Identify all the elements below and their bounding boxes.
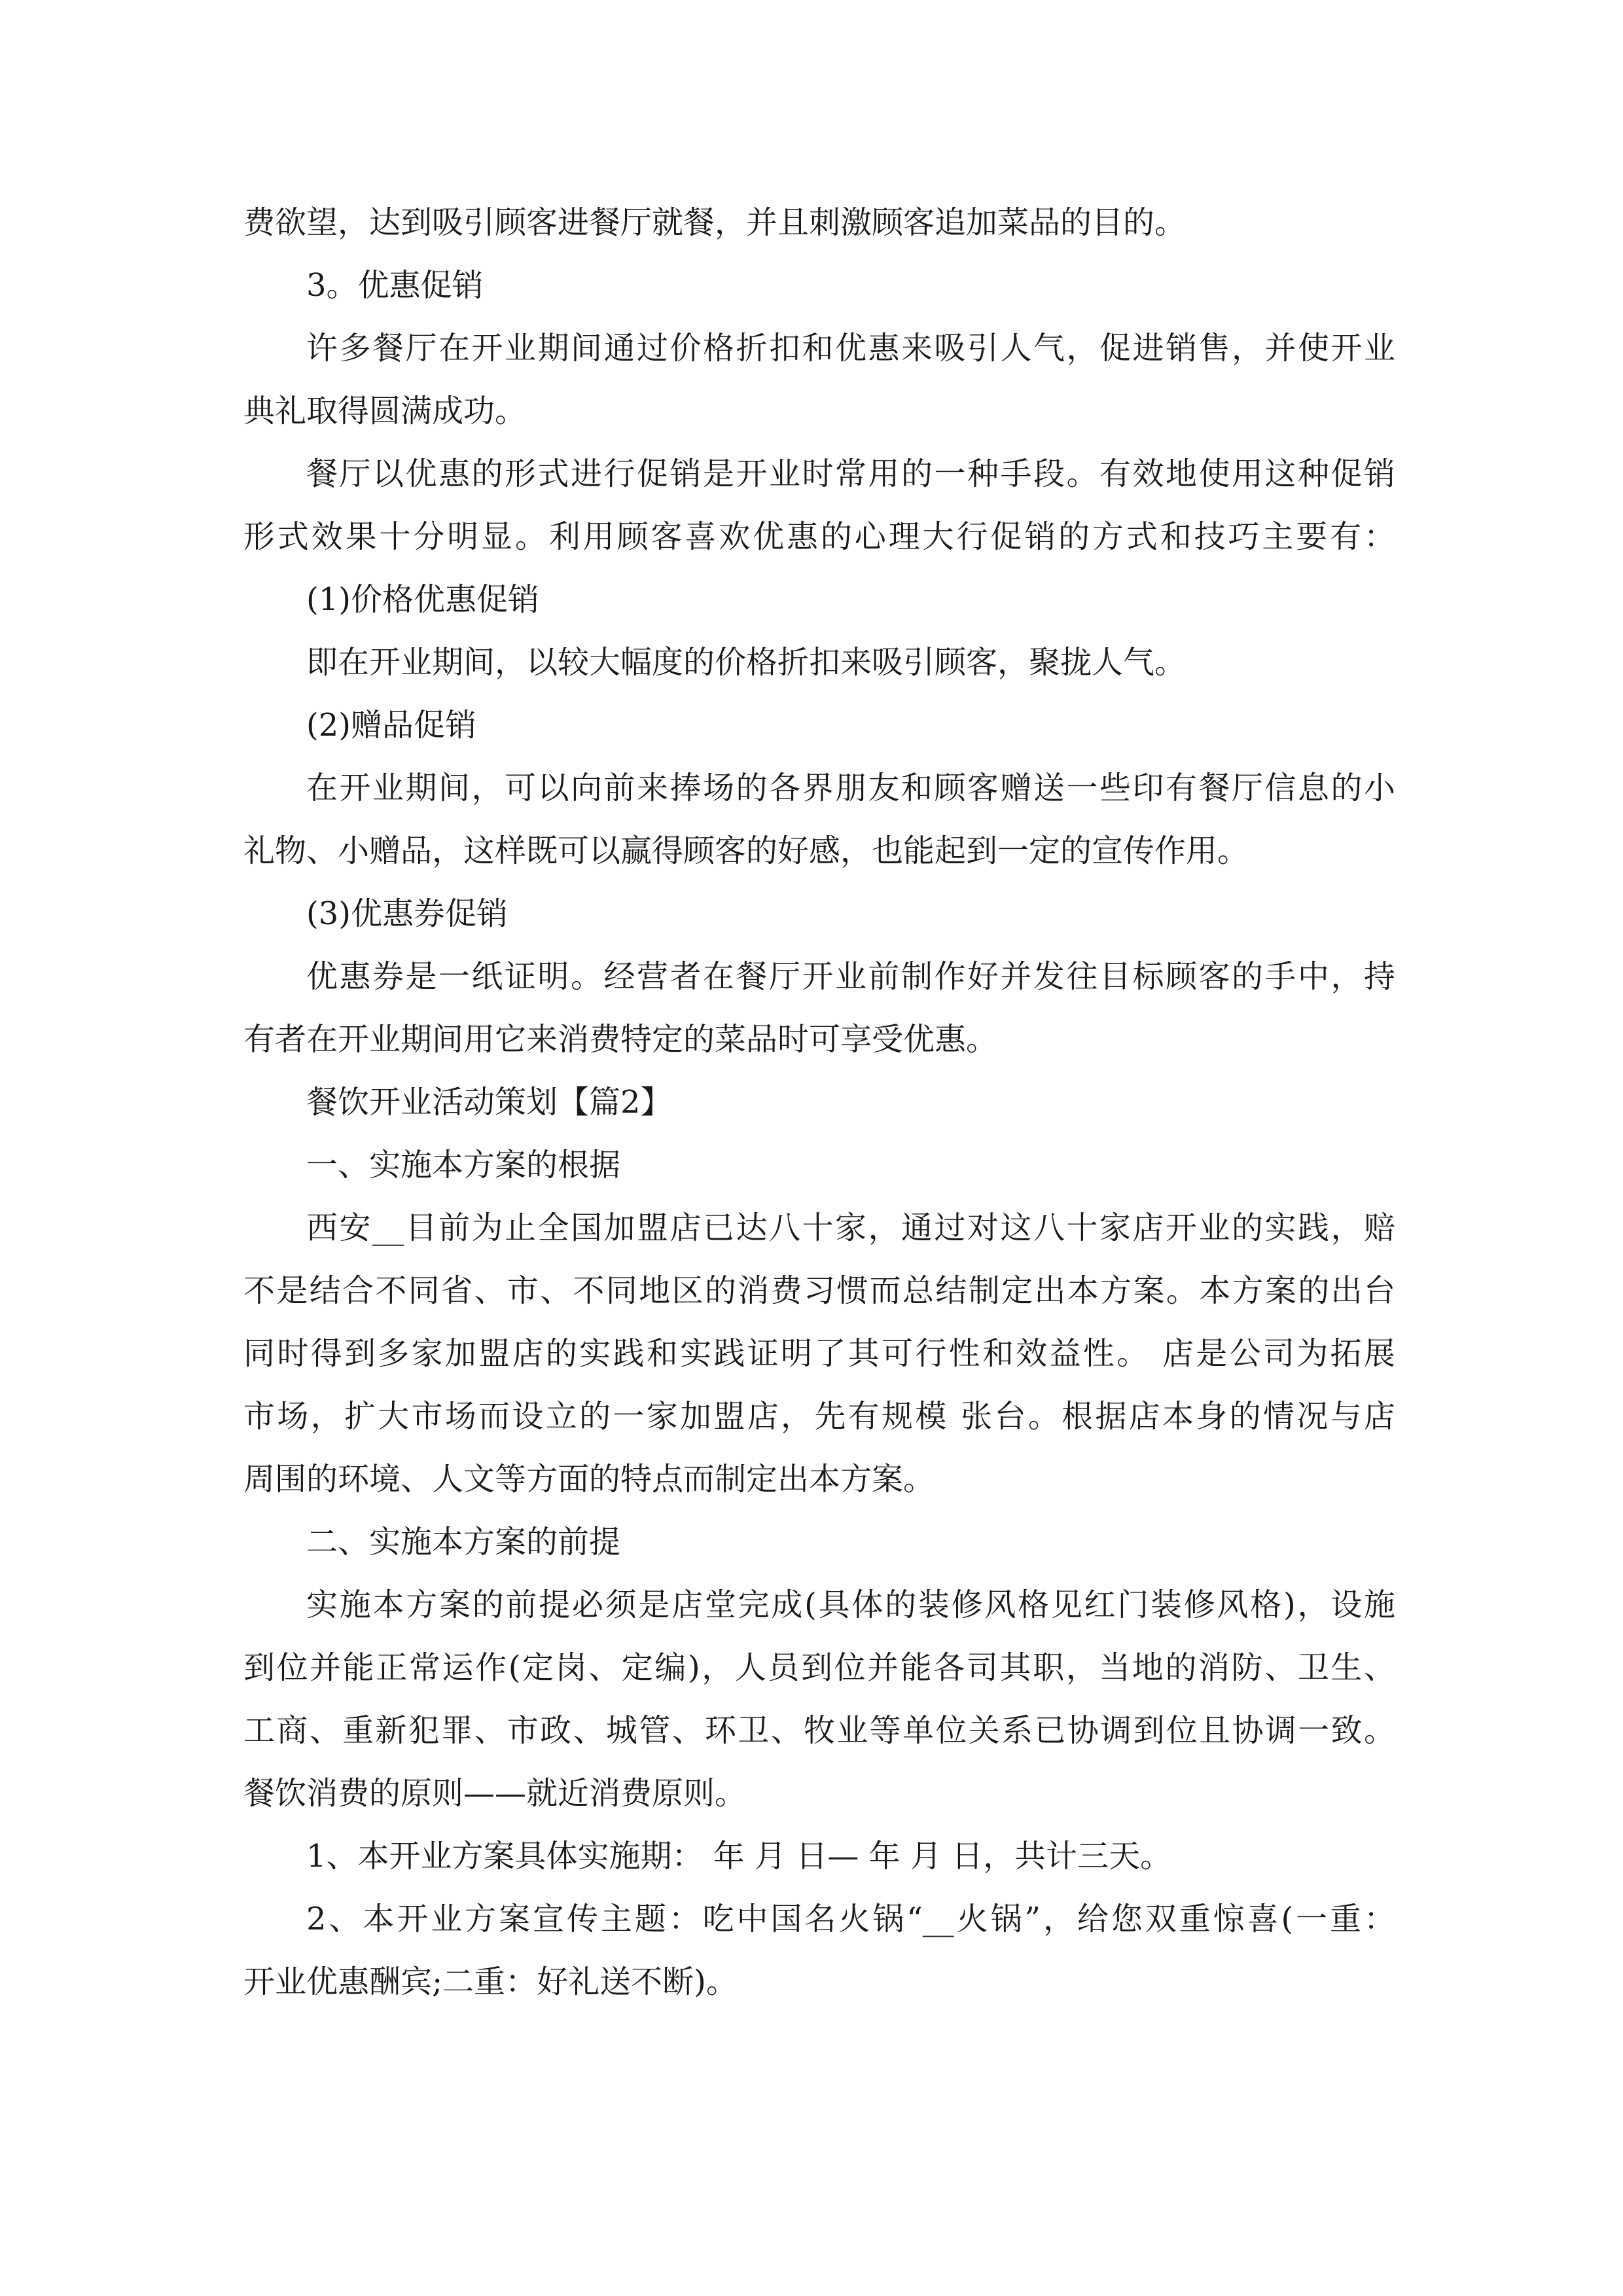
text-line: 即在开业期间，以较大幅度的价格折扣来吸引顾客，聚拢人气。 bbox=[306, 644, 1186, 681]
text-line: (2)赠品促销 bbox=[306, 707, 476, 744]
text-line: 餐厅以优惠的形式进行促销是开业时常用的一种手段。有效地使用这种促销 bbox=[306, 456, 1395, 492]
text-line: (1)价格优惠促销 bbox=[306, 581, 539, 618]
text-line: 市场，扩大市场而设立的一家加盟店，先有规模 张台。根据店本身的情况与店 bbox=[243, 1398, 1395, 1435]
text-line: 餐饮消费的原则——就近消费原则。 bbox=[243, 1775, 747, 1812]
text-line: 餐饮开业活动策划【篇2】 bbox=[306, 1084, 672, 1121]
text-line: 西安__目前为止全国加盟店已达八十家，通过对这八十家店开业的实践，赔 bbox=[306, 1210, 1395, 1246]
text-line: 开业优惠酬宾;二重：好礼送不断)。 bbox=[243, 1964, 738, 2000]
text-line: 到位并能正常运作(定岗、定编)，人员到位并能各司其职，当地的消防、卫生、 bbox=[243, 1649, 1395, 1686]
text-line: 实施本方案的前提必须是店堂完成(具体的装修风格见红门装修风格)，设施 bbox=[306, 1587, 1395, 1623]
text-line: (3)优惠券促销 bbox=[306, 895, 508, 932]
text-line: 优惠券是一纸证明。经营者在餐厅开业前制作好并发往目标顾客的手中，持 bbox=[306, 958, 1395, 995]
text-line: 有者在开业期间用它来消费特定的菜品时可享受优惠。 bbox=[243, 1021, 998, 1058]
text-line: 同时得到多家加盟店的实践和实践证明了其可行性和效益性。 店是公司为拓展 bbox=[243, 1335, 1395, 1372]
text-line: 一、实施本方案的根据 bbox=[306, 1147, 621, 1183]
text-line: 周围的环境、人文等方面的特点而制定出本方案。 bbox=[243, 1461, 935, 1498]
text-line: 礼物、小赠品，这样既可以赢得顾客的好感，也能起到一定的宣传作用。 bbox=[243, 833, 1249, 869]
text-line: 2、本开业方案宣传主题：吃中国名火锅“__火锅”，给您双重惊喜(一重： bbox=[306, 1901, 1395, 1937]
text-line: 工商、重新犯罪、市政、城管、环卫、牧业等单位关系已协调到位且协调一致。 bbox=[243, 1712, 1395, 1749]
text-line: 二、实施本方案的前提 bbox=[306, 1524, 621, 1560]
text-line: 费欲望，达到吸引顾客进餐厅就餐，并且刺激顾客追加菜品的目的。 bbox=[243, 204, 1186, 241]
text-line: 不是结合不同省、市、不同地区的消费习惯而总结制定出本方案。本方案的出台 bbox=[243, 1272, 1395, 1309]
text-line: 典礼取得圆满成功。 bbox=[243, 393, 527, 429]
text-line: 3。优惠促销 bbox=[306, 267, 484, 304]
text-line: 形式效果十分明显。利用顾客喜欢优惠的心理大行促销的方式和技巧主要有： bbox=[243, 518, 1395, 555]
text-line: 在开业期间，可以向前来捧场的各界朋友和顾客赠送一些印有餐厅信息的小 bbox=[306, 770, 1395, 806]
document-body bbox=[243, 191, 1395, 2013]
text-line: 1、本开业方案具体实施期： 年 月 日— 年 月 日，共计三天。 bbox=[306, 1838, 1172, 1874]
text-line: 许多餐厅在开业期间通过价格折扣和优惠来吸引人气，促进销售，并使开业 bbox=[306, 330, 1395, 367]
